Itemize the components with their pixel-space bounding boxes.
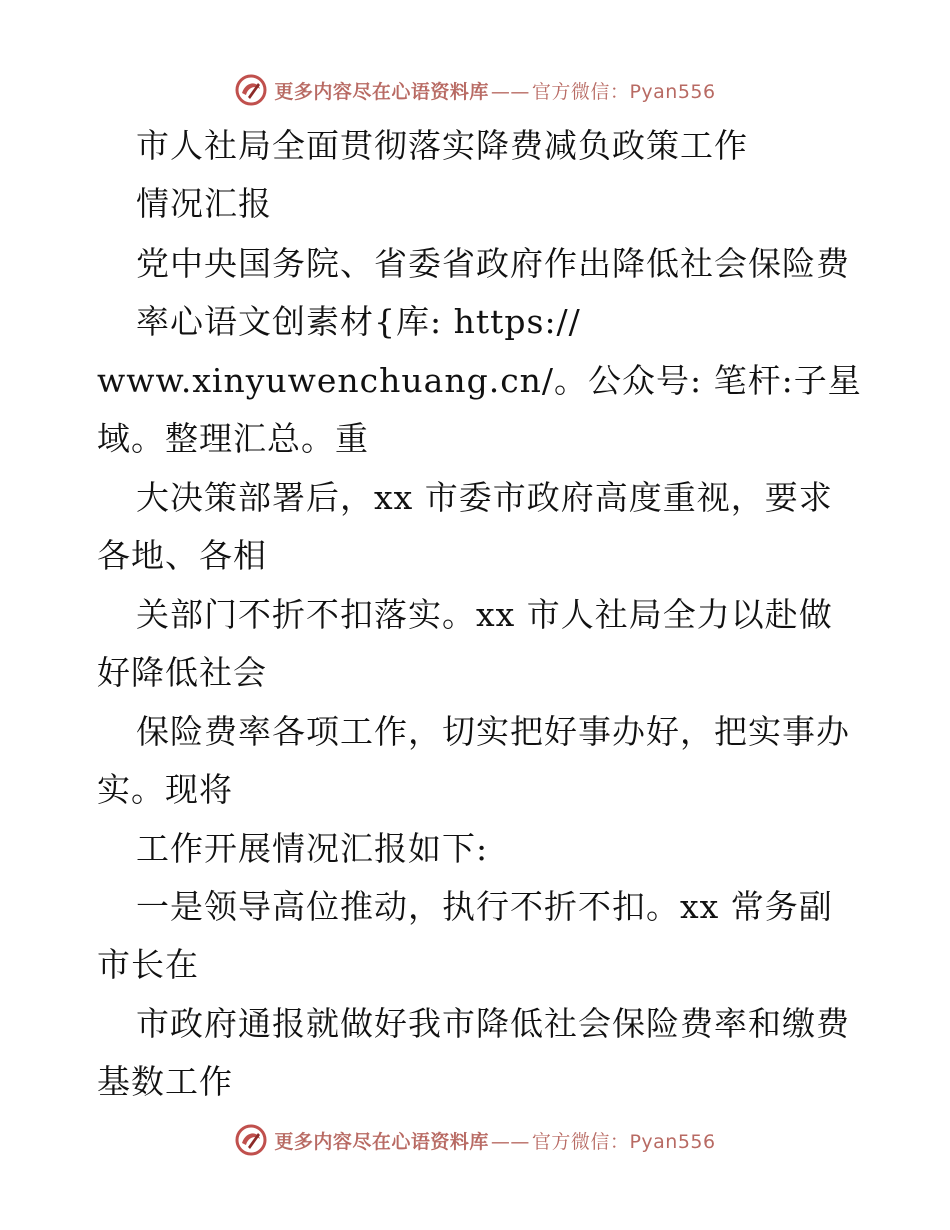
watermark-wechat-prefix: 官方微信： <box>531 80 630 103</box>
watermark-site-label: 更多内容尽在心语资料库 <box>274 80 489 103</box>
watermark-site-label: 更多内容尽在心语资料库 <box>274 1130 489 1153</box>
watermark-wechat-id: Pyan556 <box>629 1130 716 1153</box>
document-line: 党中央国务院、省委省政府作出降低社会保险费 <box>136 244 850 283</box>
red-swirl-logo-icon <box>234 1123 268 1157</box>
document-line: 保险费率各项工作，切实把好事办好，把实事办 <box>136 712 850 751</box>
document-line: 市长在 <box>97 945 199 984</box>
document-line: 关部门不折不扣落实。xx 市人社局全力以赴做 <box>136 595 833 634</box>
watermark-separator: —— <box>490 80 530 103</box>
document-line: 率心语文创素材{库: https:// <box>136 302 581 341</box>
document-line: 域。整理汇总。重 <box>97 419 369 458</box>
document-line: 基数工作 <box>97 1062 233 1101</box>
document-line: 一是领导高位推动，执行不折不扣。xx 常务副 <box>136 887 833 926</box>
watermark-separator: —— <box>490 1130 530 1153</box>
red-swirl-logo-icon <box>234 73 268 107</box>
header-watermark <box>0 68 950 112</box>
document-title-line-2: 情况汇报 <box>136 184 272 223</box>
document-line: 好降低社会 <box>97 653 267 692</box>
document-title-line-1: 市人社局全面贯彻落实降费减负政策工作 <box>136 126 748 165</box>
watermark-wechat-id: Pyan556 <box>629 80 716 103</box>
document-line: www.xinyuwenchuang.cn/。公众号: 笔杆:子星 <box>97 361 862 400</box>
document-line: 市政府通报就做好我市降低社会保险费率和缴费 <box>136 1004 850 1043</box>
document-line: 大决策部署后，xx 市委市政府高度重视，要求 <box>136 478 833 517</box>
document-line: 各地、各相 <box>97 536 267 575</box>
watermark-wechat-prefix: 官方微信： <box>531 1130 630 1153</box>
watermark-text <box>274 1127 715 1154</box>
watermark-text <box>274 77 715 104</box>
document-line: 实。现将 <box>97 770 233 809</box>
footer-watermark <box>0 1118 950 1162</box>
document-line: 工作开展情况汇报如下: <box>136 829 489 868</box>
